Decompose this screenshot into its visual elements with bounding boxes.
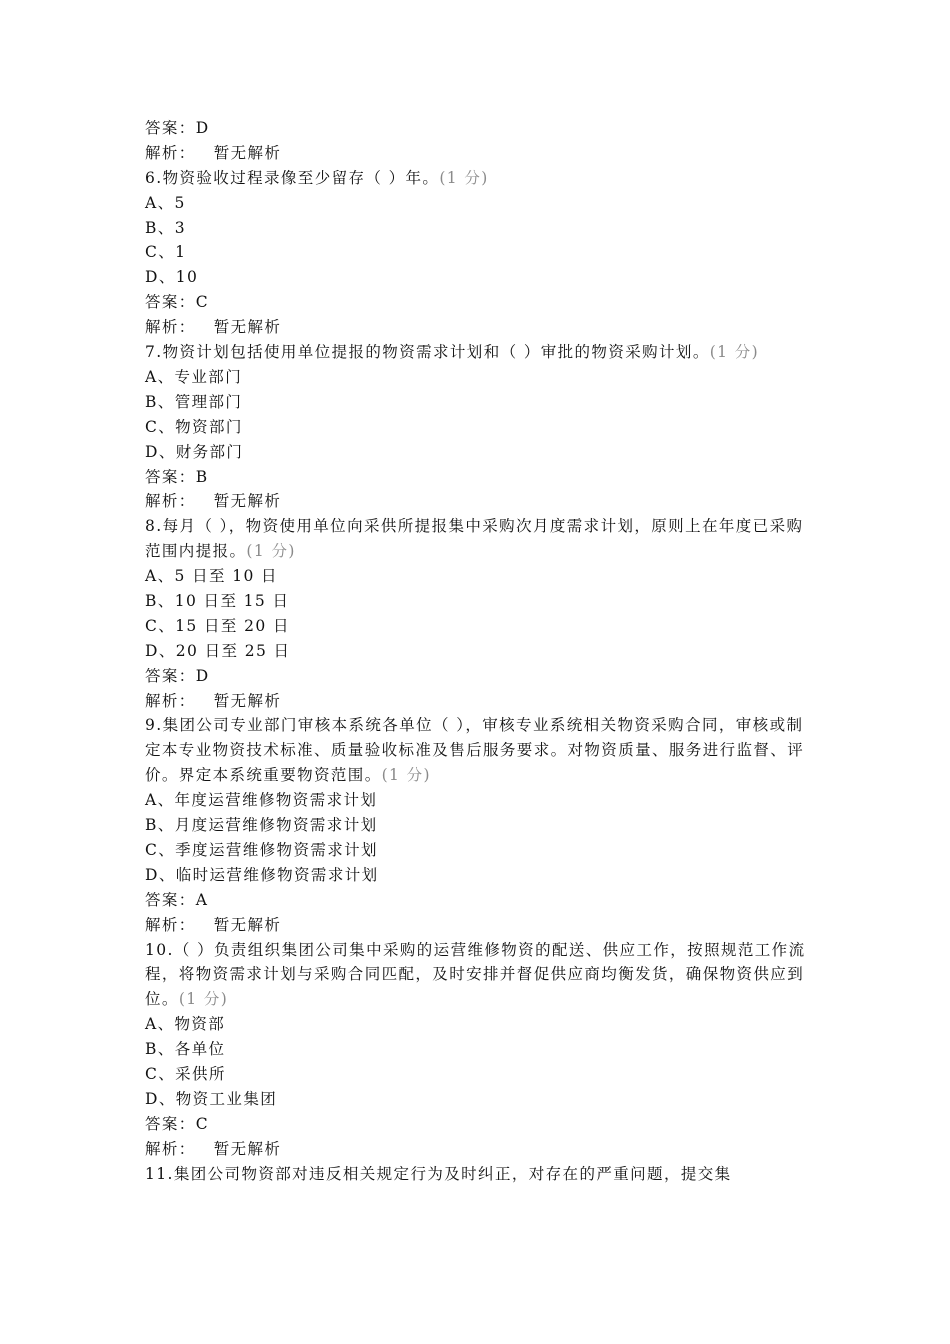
answer-value: C — [195, 293, 209, 312]
option-c: C、季度运营维修物资需求计划 — [145, 840, 378, 859]
analysis-label: 解析： — [145, 492, 196, 511]
answer-value: B — [195, 467, 209, 486]
answer-value: C — [195, 1114, 209, 1133]
option-c: C、采供所 — [145, 1065, 226, 1083]
answer-line — [145, 116, 815, 141]
question-11-stem: 11.集团公司物资部对违反相关规定行为及时纠正，对存在的严重问题，提交集 — [145, 1164, 732, 1183]
analysis-line — [145, 489, 815, 514]
analysis-line — [145, 315, 815, 340]
answer-line — [145, 888, 815, 913]
answer-value: D — [195, 666, 210, 685]
question-score: (1 分) — [246, 542, 296, 561]
option-b: B、管理部门 — [145, 392, 243, 411]
option-a: A、物资部 — [145, 1015, 226, 1034]
question-score: (1 分) — [709, 343, 760, 362]
answer-line — [145, 290, 815, 315]
analysis-label: 解析： — [145, 318, 196, 337]
analysis-line — [145, 689, 815, 714]
analysis-value: 暂无解析 — [213, 143, 282, 162]
question-7 — [145, 340, 815, 365]
answer-label: 答案： — [145, 666, 196, 685]
answer-value: A — [195, 890, 209, 909]
analysis-value: 暂无解析 — [213, 915, 282, 934]
question-stem-text: 6.物资验收过程录像至少留存（ ）年。 — [145, 168, 440, 187]
option-d: D、10 — [145, 268, 199, 287]
option-b: B、各单位 — [145, 1040, 226, 1059]
question-stem-text: 8.每月（ ），物资使用单位向采供所提报集中采购次月度需求计划，原则上在年度已采购范围内提报。 — [145, 517, 804, 561]
question-stem-text: 9.集团公司专业部门审核本系统各单位（ ），审核专业系统相关物资采购合同，审核或制定本专业物资技术标准、质量验收标准及售后服务要求。对物资质量、服务进行监督、评价。界定本系统重要物资范围。 — [145, 716, 805, 785]
question-stem — [145, 340, 815, 365]
option-d: D、财务部门 — [145, 442, 244, 461]
analysis-label: 解析： — [145, 143, 196, 162]
answer-line — [145, 465, 815, 490]
document-page — [145, 116, 815, 1186]
answer-line — [145, 664, 815, 689]
answer-label: 答案： — [145, 890, 196, 909]
option-c: C、物资部门 — [145, 417, 243, 436]
answer-label: 答案： — [145, 293, 196, 312]
analysis-line — [145, 1137, 815, 1162]
option-c: C、15 日至 20 日 — [145, 616, 290, 635]
question-10 — [145, 938, 815, 1013]
analysis-label: 解析： — [145, 1139, 196, 1158]
option-d: D、物资工业集团 — [145, 1089, 278, 1108]
option-a: A、年度运营维修物资需求计划 — [145, 791, 378, 810]
question-stem — [145, 166, 815, 191]
answer-label: 答案： — [145, 119, 196, 137]
question-score: (1 分) — [178, 990, 229, 1009]
question-stem — [145, 713, 815, 788]
option-c: C、1 — [145, 243, 187, 262]
question-stem — [145, 938, 815, 1013]
question-stem-text: 7.物资计划包括使用单位提报的物资需求计划和（ ）审批的物资采购计划。 — [145, 343, 710, 362]
analysis-value: 暂无解析 — [213, 1139, 282, 1158]
analysis-value: 暂无解析 — [213, 492, 282, 511]
analysis-line — [145, 141, 815, 166]
option-d: D、临时运营维修物资需求计划 — [145, 865, 379, 884]
question-8 — [145, 514, 815, 564]
analysis-label: 解析： — [145, 691, 196, 710]
option-a: A、专业部门 — [145, 367, 243, 386]
analysis-value: 暂无解析 — [213, 318, 282, 337]
question-score: (1 分) — [381, 766, 431, 785]
option-b: B、3 — [145, 218, 186, 237]
answer-line — [145, 1112, 815, 1137]
answer-value: D — [195, 119, 210, 137]
analysis-line — [145, 913, 815, 938]
option-a: A、5 日至 10 日 — [145, 567, 278, 586]
answer-label: 答案： — [145, 467, 196, 486]
option-a: A、5 — [145, 193, 186, 212]
analysis-label: 解析： — [145, 915, 196, 934]
question-9 — [145, 713, 815, 788]
question-stem — [145, 514, 815, 564]
option-b: B、月度运营维修物资需求计划 — [145, 816, 378, 835]
question-score: (1 分) — [439, 168, 489, 187]
question-6 — [145, 166, 815, 191]
option-d: D、20 日至 25 日 — [145, 641, 291, 660]
analysis-value: 暂无解析 — [213, 691, 282, 710]
question-stem-text: 10.（ ）负责组织集团公司集中采购的运营维修物资的配送、供应工作，按照规范工作流程，将物资需求计划与采购合同匹配，及时安排并督促供应商均衡发货，确保物资供应到位。 — [145, 940, 806, 1009]
option-b: B、10 日至 15 日 — [145, 591, 290, 610]
answer-label: 答案： — [145, 1114, 196, 1133]
